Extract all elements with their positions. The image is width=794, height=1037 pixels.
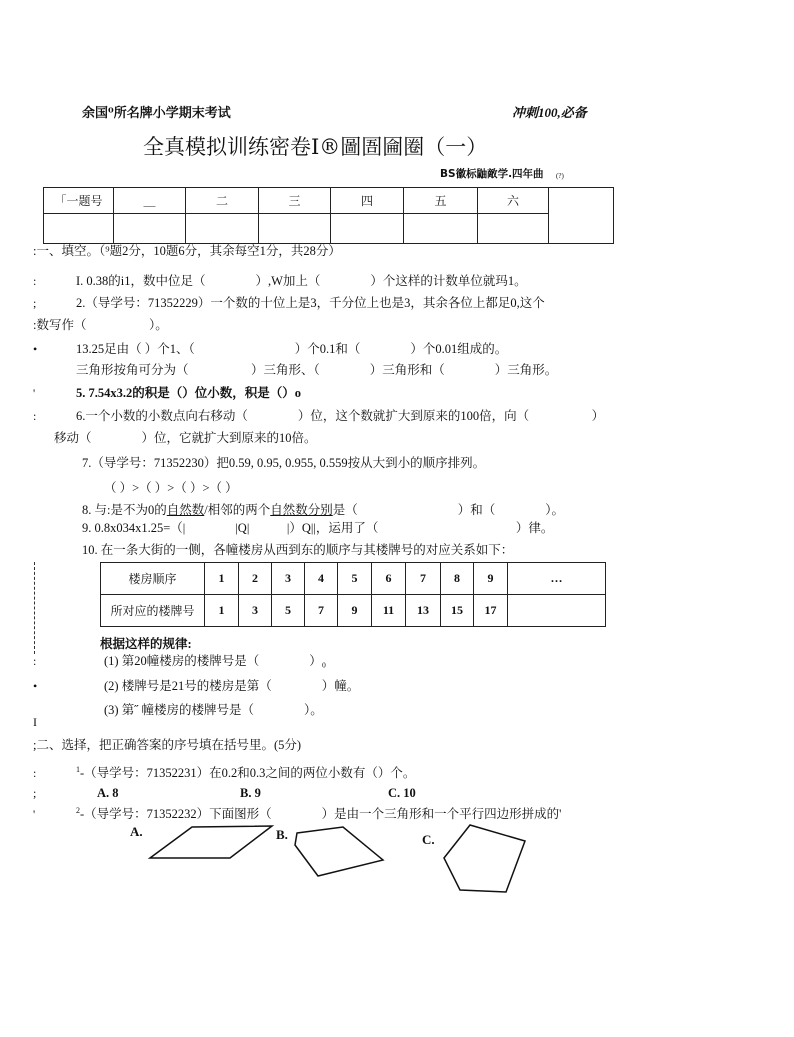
shape-b bbox=[295, 827, 383, 876]
question-8 bbox=[82, 502, 564, 518]
building-order-cell: 6 bbox=[372, 563, 406, 595]
question-10: 10. 在一条大街的一侧，各幢楼房从西到东的顺序与其楼牌号的对应关系如下： bbox=[82, 543, 514, 557]
choice-question-1-text: -（导学号：71352231）在0.2和0.3之间的两位小数有（）个。 bbox=[80, 766, 416, 780]
score-table bbox=[43, 187, 614, 244]
shape-c bbox=[444, 825, 525, 892]
question-2: 2.（导学号：71352229）一个数的十位上是3，千分位上也是3，其余各位上都足0,这个 bbox=[76, 296, 545, 310]
building-number-empty-cell bbox=[508, 595, 606, 627]
building-order-cell: 4 bbox=[305, 563, 338, 595]
building-order-cell: 5 bbox=[338, 563, 372, 595]
building-number-cell: 1 bbox=[205, 595, 239, 627]
shape-figures bbox=[140, 815, 540, 900]
margin-mark: • bbox=[33, 342, 38, 356]
margin-mark: : bbox=[33, 654, 37, 668]
question-8-part: 8. 与:是不为0的 bbox=[82, 503, 167, 517]
question-5: 5. 7.54x3.2的积是（）位小数，积是（）o bbox=[76, 386, 302, 400]
exam-series-label: 余国⁰所名牌小学期末考试 bbox=[82, 105, 231, 120]
question-8-underlined-term: 自然数 bbox=[166, 503, 205, 517]
question-6: 6.一个小数的小数点向右移动（ ）位，这个数就扩大到原来的100倍，向（ ） bbox=[76, 409, 605, 423]
subquestion-1: (1) 第20幢楼房的楼牌号是（ ）₀ bbox=[104, 654, 327, 668]
question-1: I. 0.38的i1，数中位足（ ）,W加上（ ）个这样的计数单位就玛1。 bbox=[76, 274, 527, 288]
edition-note: (?) bbox=[556, 172, 564, 180]
building-order-cell: 1 bbox=[205, 563, 239, 595]
section-1-heading: :一、填空。（⁹题2分，10题6分，其余每空1分，共28分） bbox=[33, 244, 341, 258]
question-8-underlined-term: 自然数分别 bbox=[270, 503, 333, 517]
score-table-column-5: 五 bbox=[404, 188, 478, 214]
margin-mark: ' bbox=[33, 386, 36, 400]
building-order-ellipsis-cell: … bbox=[508, 563, 606, 595]
choice-question-1-number: 1 bbox=[76, 764, 80, 774]
question-7: 7.（导学号：71352230）把0.59, 0.95, 0.955, 0.559按从大到小的顺序排列。 bbox=[82, 456, 486, 470]
score-table-score-cell bbox=[44, 214, 114, 244]
question-9: 9. 0.8x034x1.25=（| |Q| |）Q||，运用了（ ）律。 bbox=[82, 521, 554, 535]
choice-question-2-text: -（导学号：71352232）下面图形（ ）是由一个三角形和一个平行四边形拼成的' bbox=[80, 807, 562, 821]
margin-mark: • bbox=[33, 679, 38, 693]
score-table-column-4: 四 bbox=[331, 188, 404, 214]
score-table-column-6: 六 bbox=[478, 188, 549, 214]
margin-mark: ' bbox=[33, 807, 36, 821]
building-order-cell: 2 bbox=[239, 563, 272, 595]
building-number-cell: 5 bbox=[272, 595, 305, 627]
building-number-cell: 13 bbox=[406, 595, 441, 627]
building-number-cell: 7 bbox=[305, 595, 338, 627]
subquestion-2: (2) 楼牌号是21号的楼房是第（ ）幢。 bbox=[104, 679, 360, 693]
building-order-cell: 3 bbox=[272, 563, 305, 595]
score-table-column-1: ＿ bbox=[114, 188, 186, 214]
building-number-table bbox=[100, 562, 606, 627]
score-table-score-cell bbox=[259, 214, 331, 244]
margin-mark: : bbox=[33, 274, 37, 288]
score-table-score-cell bbox=[331, 214, 404, 244]
shape-c-label: C. bbox=[422, 832, 435, 847]
building-number-row-header: 所对应的楼牌号 bbox=[101, 595, 205, 627]
margin-mark: : bbox=[33, 766, 37, 780]
building-number-cell: 11 bbox=[372, 595, 406, 627]
choice-option-a: A. 8 bbox=[97, 786, 119, 800]
score-table-score-cell bbox=[186, 214, 259, 244]
question-2-continuation: :数写作（ ）。 bbox=[33, 318, 168, 332]
subquestion-3: (3) 第˝ 幢楼房的楼牌号是（ ）。 bbox=[104, 703, 323, 717]
question-4: 三角形按角可分为（ ）三角形、（ ）三角形和（ ）三角形。 bbox=[76, 363, 558, 377]
choice-question-2-number: 2 bbox=[76, 805, 80, 815]
edition-label: BS徽标鼬敵学.四年曲 bbox=[440, 168, 544, 180]
score-table-column-2: 二 bbox=[186, 188, 259, 214]
choice-question-1 bbox=[76, 765, 415, 781]
score-table-score-cell bbox=[114, 214, 186, 244]
score-table-row-label: 「一题号 bbox=[44, 188, 114, 214]
question-3: 13.25足由（ ）个1、（ ）个0.1和（ ）个0.01组成的。 bbox=[76, 342, 508, 356]
building-order-cell: 7 bbox=[406, 563, 441, 595]
question-8-part: 是（ ）和（ ）。 bbox=[332, 503, 565, 517]
building-order-row-header: 楼房顺序 bbox=[101, 563, 205, 595]
score-table-column-3: 三 bbox=[259, 188, 331, 214]
question-8-part: /相邻的两个 bbox=[204, 503, 271, 517]
building-number-cell: 15 bbox=[441, 595, 474, 627]
margin-mark: : bbox=[33, 409, 37, 423]
shape-a bbox=[150, 826, 272, 858]
building-order-cell: 8 bbox=[441, 563, 474, 595]
building-number-cell: 17 bbox=[474, 595, 508, 627]
shape-a-label: A. bbox=[130, 824, 143, 839]
question-7-answer-line: （ ）>（ ）>（ ）>（ ） bbox=[104, 481, 238, 495]
pattern-heading: 根据这样的规律: bbox=[100, 637, 192, 651]
exam-slogan: 冲刺100,必备 bbox=[512, 105, 587, 120]
question-6-continuation: 移动（ ）位，它就扩大到原来的10倍。 bbox=[54, 431, 317, 445]
choice-option-c: C. 10 bbox=[388, 786, 416, 800]
shape-b-label: B. bbox=[276, 827, 288, 842]
score-table-score-cell bbox=[478, 214, 549, 244]
margin-mark: I bbox=[33, 715, 37, 729]
margin-mark: ; bbox=[33, 786, 37, 800]
choice-option-b: B. 9 bbox=[240, 786, 261, 800]
section-2-heading: ;二、选择，把正确答案的序号填在括号里。(5分) bbox=[33, 738, 302, 752]
building-number-cell: 9 bbox=[338, 595, 372, 627]
exam-title: 全真模拟训练密卷I®圖圄圇圈（一） bbox=[143, 135, 488, 159]
score-table-total-cell bbox=[549, 188, 614, 244]
score-table-score-cell bbox=[404, 214, 478, 244]
margin-dashed-line bbox=[34, 562, 35, 654]
margin-mark: ; bbox=[33, 296, 37, 310]
building-number-cell: 3 bbox=[239, 595, 272, 627]
building-order-cell: 9 bbox=[474, 563, 508, 595]
